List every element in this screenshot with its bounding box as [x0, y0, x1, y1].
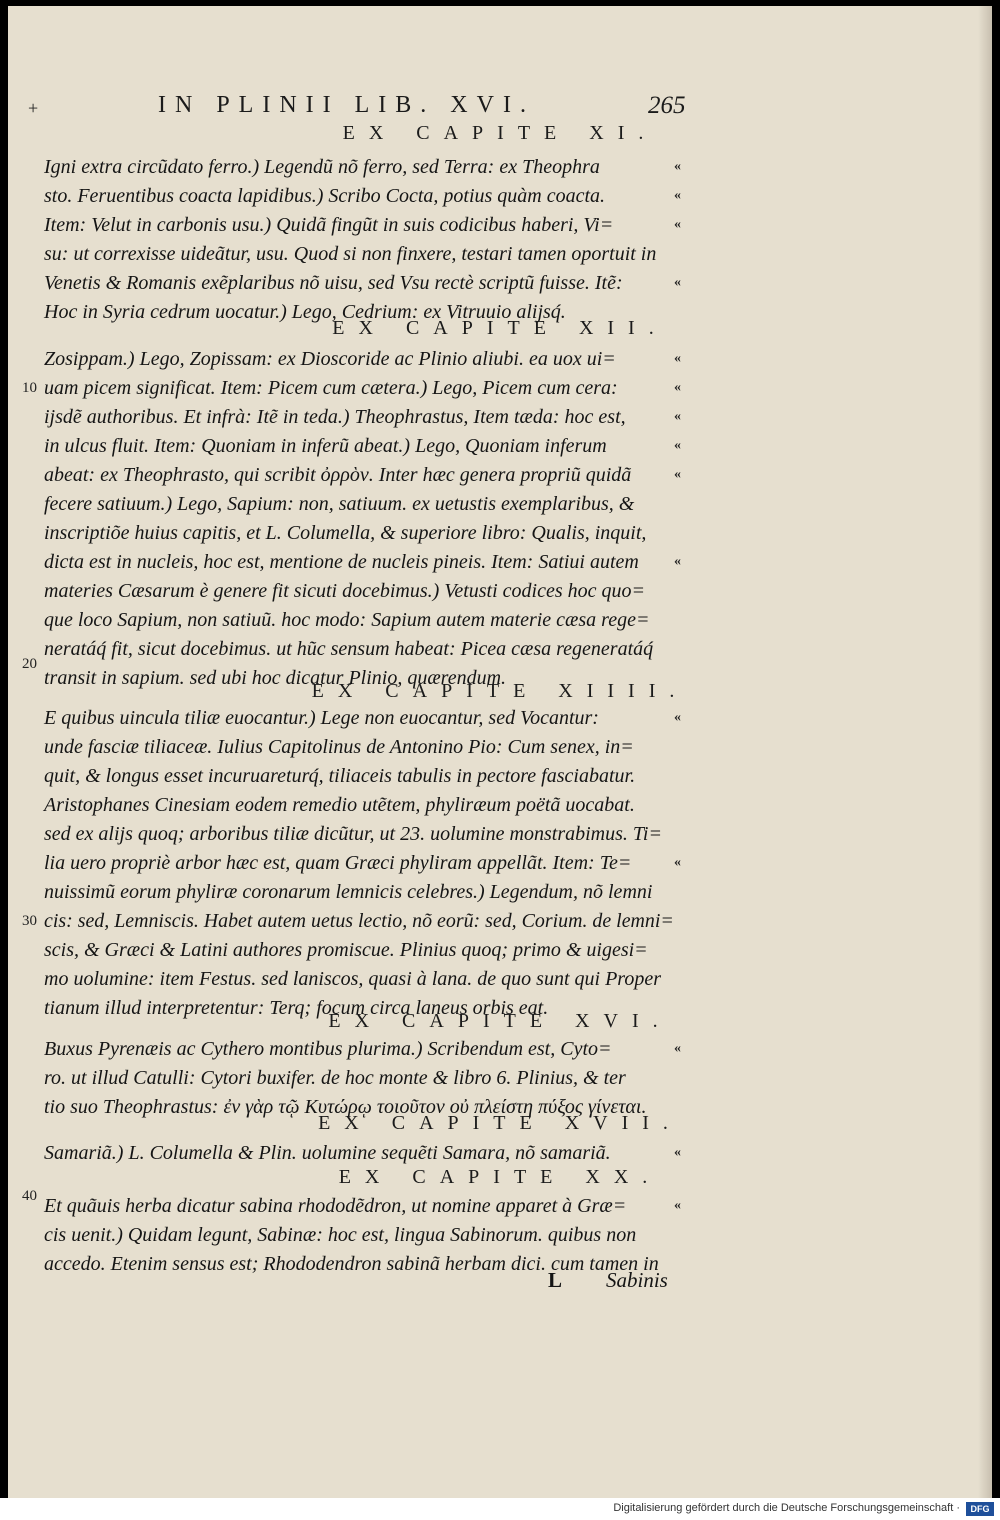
book-page [8, 6, 992, 1498]
funding-notice: Digitalisierung gefördert durch die Deutsche Forschungsgemeinschaft · [613, 1502, 960, 1514]
text-line: Samariã.) L. Columella & Plin. uolumine sequẽti Samara, nõ samariã. [44, 1142, 611, 1164]
text-line: cis: sed, Lemniscis. Habet autem uetus lectio, nõ eorũ: sed, Corium. de lemni= [44, 910, 674, 932]
text-line: mo uolumine: item Festus. sed laniscos, quasi à lana. de quo sunt qui Proper [44, 968, 661, 990]
text-line: Hoc in Syria cedrum uocatur.) Lego, Cedrium: ex Vitruuio alijsq́. [44, 301, 566, 323]
text-line: nuissimũ eorum phyliræ coronarum lemnicis celebres.) Legendum, nõ lemni [44, 881, 653, 903]
text-line: dicta est in nucleis, hoc est, mentione de nucleis pineis. Item: Satiui autem [44, 551, 639, 573]
margin-line-number: 10 [22, 380, 37, 396]
signature-mark: L [548, 1268, 563, 1292]
text-line: abeat: ex Theophrasto, qui scribit ὀρρὸν. Inter hæc genera propriũ quidã [44, 464, 632, 486]
text-line: accedo. Etenim sensus est; Rhododendron sabinã herbam dici. cum tamen in [44, 1253, 659, 1275]
text-line: materies Cæsarum è genere fit sicuti docebimus.) Vetusti codices hoc quo= [44, 580, 645, 602]
text-line: Zosippam.) Lego, Zopissam: ex Dioscoride ac Plinio aliubi. ea uox ui= [44, 348, 616, 370]
text-line: ro. ut illud Catulli: Cytori buxifer. de hoc monte & libro 6. Plinius, & ter [44, 1067, 626, 1089]
text-line: tianum illud interpretentur: Terq; focum circa laneus orbis eat. [44, 997, 549, 1019]
section-heading: EX CAPITE XVII. [318, 1112, 682, 1134]
margin-quote-mark: « [674, 351, 681, 366]
folio-number: 265 [648, 92, 686, 119]
section-heading: EX CAPITE XVI. [328, 1010, 672, 1032]
margin-quote-mark: « [674, 217, 681, 232]
text-line: uam picem significat. Item: Picem cum cætera.) Lego, Picem cum cera: [44, 377, 618, 399]
section-heading: EX CAPITE XIIII. [311, 680, 689, 702]
text-line: quit, & longus esset incuruareturq́, tiliaceis tabulis in pectore fasciabatur. [44, 765, 636, 787]
margin-quote-mark: « [674, 438, 681, 453]
running-head [8, 92, 992, 122]
text-line: E quibus uincula tiliæ euocantur.) Lege non euocantur, sed Vocantur: [44, 707, 599, 729]
margin-quote-mark: « [674, 380, 681, 395]
text-line: tio suo Theophrastus: ἐν γὰρ τῷ Κυτώρῳ τοιοῦτον οὐ πλείστη πύξος γίνεται. [44, 1096, 647, 1118]
text-line: Aristophanes Cinesiam eodem remedio utẽtem, phyliræum poëtã uocabat. [44, 794, 635, 816]
text-line: Et quãuis herba dicatur sabina rhododẽdron, ut nomine apparet à Græ= [44, 1195, 627, 1217]
text-line: Item: Velut in carbonis usu.) Quidã fingũt in suis codicibus haberi, Vi= [44, 214, 614, 236]
text-line: ijsdẽ authoribus. Et infrà: Itẽ in teda.) Theophrastus, Item tæda: hoc est, [44, 406, 626, 428]
section-heading: EX CAPITE XX. [338, 1166, 662, 1188]
text-line: que loco Sapium, non satiuũ. hoc modo: Sapium autem materie cæsa rege= [44, 609, 650, 631]
margin-quote-mark: « [674, 554, 681, 569]
text-line: su: ut correxisse uideãtur, usu. Quod si non finxere, testari tamen oportuit in [44, 243, 657, 265]
margin-quote-mark: « [674, 1041, 681, 1056]
margin-quote-mark: « [674, 467, 681, 482]
text-line: lia uero propriè arbor hæc est, quam Græci phyliram appellãt. Item: Te= [44, 852, 632, 874]
text-line: Igni extra circũdato ferro.) Legendũ nõ ferro, sed Terra: ex Theophra [44, 156, 600, 178]
margin-quote-mark: « [674, 710, 681, 725]
margin-quote-mark: « [674, 1198, 681, 1213]
margin-quote-mark: « [674, 159, 681, 174]
text-line: fecere satiuum.) Lego, Sapium: non, satiuum. ex uetustis exemplaribus, & [44, 493, 635, 515]
margin-line-number: 30 [22, 913, 37, 929]
text-line: transit in sapium. sed ubi hoc dicatur Plinio, quærendum. [44, 667, 507, 689]
text-line: sto. Feruentibus coacta lapidibus.) Scribo Cocta, potius quàm coacta. [44, 185, 606, 207]
margin-line-number: 20 [22, 656, 37, 672]
margin-line-number: 40 [22, 1188, 37, 1204]
page-title: IN PLINII LIB. XVI. [158, 92, 535, 118]
margin-quote-mark: « [674, 855, 681, 870]
text-line: neratáq́ fit, sicut docebimus. ut hũc sensum habeat: Picea cæsa regeneratáq́ [44, 638, 654, 660]
text-line: Buxus Pyrenæis ac Cythero montibus plurima.) Scribendum est, Cyto= [44, 1038, 612, 1060]
margin-quote-mark: « [674, 1145, 681, 1160]
text-line: sed ex alijs quoq; arboribus tiliæ dicũtur, ut 23. uolumine monstrabimus. Ti= [44, 823, 662, 845]
margin-cross-mark: + [28, 98, 39, 118]
text-line: in ulcus fluit. Item: Quoniam in inferũ abeat.) Lego, Quoniam inferum [44, 435, 607, 457]
margin-quote-mark: « [674, 188, 681, 203]
digitization-footer [0, 1498, 1000, 1520]
text-line: scis, & Græci & Latini authores promiscue. Plinius quoq; primo & uigesi= [44, 939, 648, 961]
section-heading: EX CAPITE XII. [332, 317, 668, 339]
text-line: cis uenit.) Quidam legunt, Sabinæ: hoc est, lingua Sabinorum. quibus non [44, 1224, 637, 1246]
text-line: unde fasciæ tiliaceæ. Iulius Capitolinus de Antonino Pio: Cum senex, in= [44, 736, 634, 758]
margin-quote-mark: « [674, 275, 681, 290]
text-line: Venetis & Romanis exẽplaribus nõ uisu, sed Vsu rectè scriptũ fuisse. Itẽ: [44, 272, 623, 294]
catchword: Sabinis [606, 1268, 668, 1292]
section-heading: EX CAPITE XI. [342, 122, 658, 144]
margin-quote-mark: « [674, 409, 681, 424]
text-line: inscriptiõe huius capitis, et L. Columella, & superiore libro: Qualis, inquit, [44, 522, 647, 544]
dfg-logo: DFG [966, 1502, 994, 1516]
